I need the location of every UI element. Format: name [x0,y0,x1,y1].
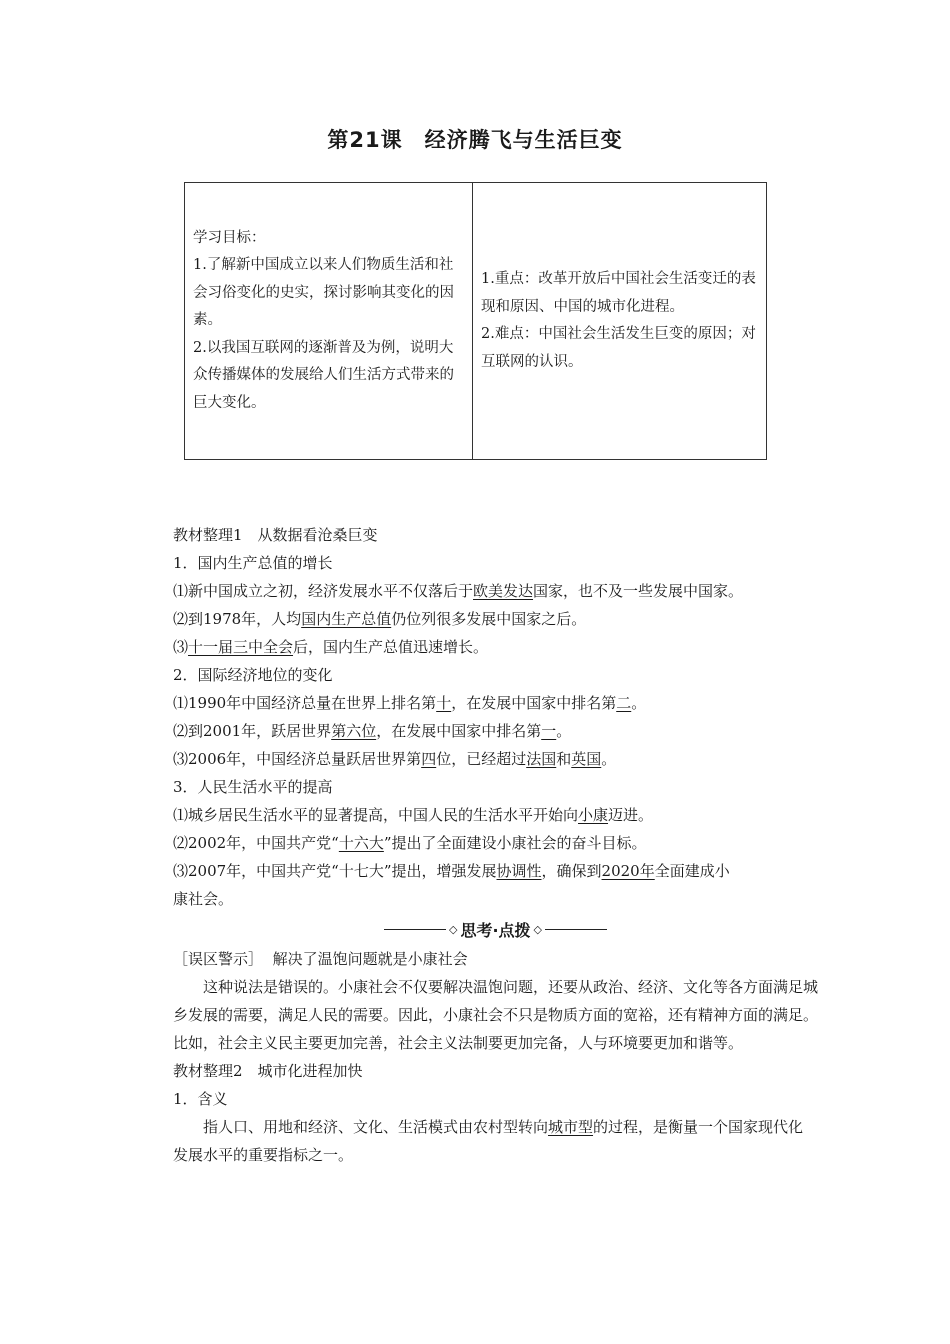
section-heading: 教材整理2 城市化进程加快 [173,1062,363,1080]
underlined-term: 十一届三中全会 [188,638,294,656]
subsection-title: 1．国内生产总值的增长 [173,554,333,572]
divider-rule [545,929,607,930]
underlined-term: 法国 [526,750,557,768]
underlined-term: 十六大 [338,834,384,852]
main-content [173,521,818,1169]
warning-title: 解决了温饱问题就是小康社会 [272,950,468,968]
subsection-title: 1．含义 [173,1090,228,1108]
list-item-continued: 康社会。 [173,890,234,908]
underlined-term: 2020年 [601,862,655,880]
list-item: ⑵到2001年，跃居世界第六位，在发展中国家中排名第一。 [173,722,572,740]
diamond-icon: ◇ [533,922,543,936]
page-title [0,124,950,154]
underlined-term: 城市型 [548,1118,594,1136]
list-item: ⑵2002年，中国共产党“十六大”提出了全面建设小康社会的奋斗目标。 [173,834,647,852]
list-item: ⑵到1978年，人均国内生产总值仍位列很多发展中国家之后。 [173,610,587,628]
goals-table [184,182,767,460]
lesson-number: 第21课 [327,128,403,152]
goals-right-cell [473,183,767,460]
diamond-icon: ◇ [448,922,458,936]
underlined-term: 协调性 [496,862,542,880]
list-item: ⑶十一届三中全会后，国内生产总值迅速增长。 [173,638,489,656]
divider-label: 思考·点拨 [460,920,531,940]
goals-left-cell [185,183,473,460]
underlined-term: 二 [616,694,632,712]
list-item: ⑴1990年中国经济总量在世界上排名第十，在发展中国家中排名第二。 [173,694,647,712]
underlined-term: 英国 [571,750,602,768]
think-divider [173,913,818,945]
subsection-title: 2．国际经济地位的变化 [173,666,333,684]
subsection-title: 3．人民生活水平的提高 [173,778,333,796]
list-item: ⑶2007年，中国共产党“十七大”提出，增强发展协调性，确保到2020年全面建成小 [173,862,730,880]
goal-item: 1.了解新中国成立以来人们物质生活和社会习俗变化的史实，探讨影响其变化的因素。 [193,257,454,329]
goals-label: 学习目标： [193,229,266,246]
underlined-term: 一 [541,722,557,740]
underlined-term: 四 [421,750,437,768]
underlined-term: 第六位 [331,722,377,740]
list-item: ⑶2006年，中国经济总量跃居世界第四位，已经超过法国和英国。 [173,750,617,768]
warning-tag: ［误区警示］ [173,950,264,968]
lesson-name: 经济腾飞与生活巨变 [424,128,623,152]
underlined-term: 国内生产总值 [301,610,392,628]
underlined-term: 小康 [578,806,609,824]
definition-paragraph: 指人口、用地和经济、文化、生活模式由农村型转向城市型的过程，是衡量一个国家现代化发展水平的重要指标之一。 [173,1118,804,1164]
warning-heading [173,945,818,973]
key-point: 1.重点：改革开放后中国社会生活变迁的表现和原因、中国的城市化进程。 [481,271,756,315]
divider-rule [384,929,446,930]
difficult-point: 2.难点：中国社会生活发生巨变的原因；对互联网的认识。 [481,326,756,370]
section-heading: 教材整理1 从数据看沧桑巨变 [173,526,378,544]
goal-item: 2.以我国互联网的逐渐普及为例，说明大众传播媒体的发展给人们生活方式带来的巨大变化。 [193,339,454,411]
warning-body: 这种说法是错误的。小康社会不仅要解决温饱问题，还要从政治、经济、文化等各方面满足城乡发展的需要，满足人民的需要。因此，小康社会不只是物质方面的宽裕，还有精神方面的满足。比如，社会主义民主要更加完善，社会主义法制要更加完备，人与环境要更加和谐等。 [173,978,819,1052]
underlined-term: 欧美发达 [473,582,534,600]
list-item: ⑴新中国成立之初，经济发展水平不仅落后于欧美发达国家，也不及一些发展中国家。 [173,582,744,600]
list-item: ⑴城乡居民生活水平的显著提高，中国人民的生活水平开始向小康迈进。 [173,806,654,824]
underlined-term: 十 [436,694,452,712]
